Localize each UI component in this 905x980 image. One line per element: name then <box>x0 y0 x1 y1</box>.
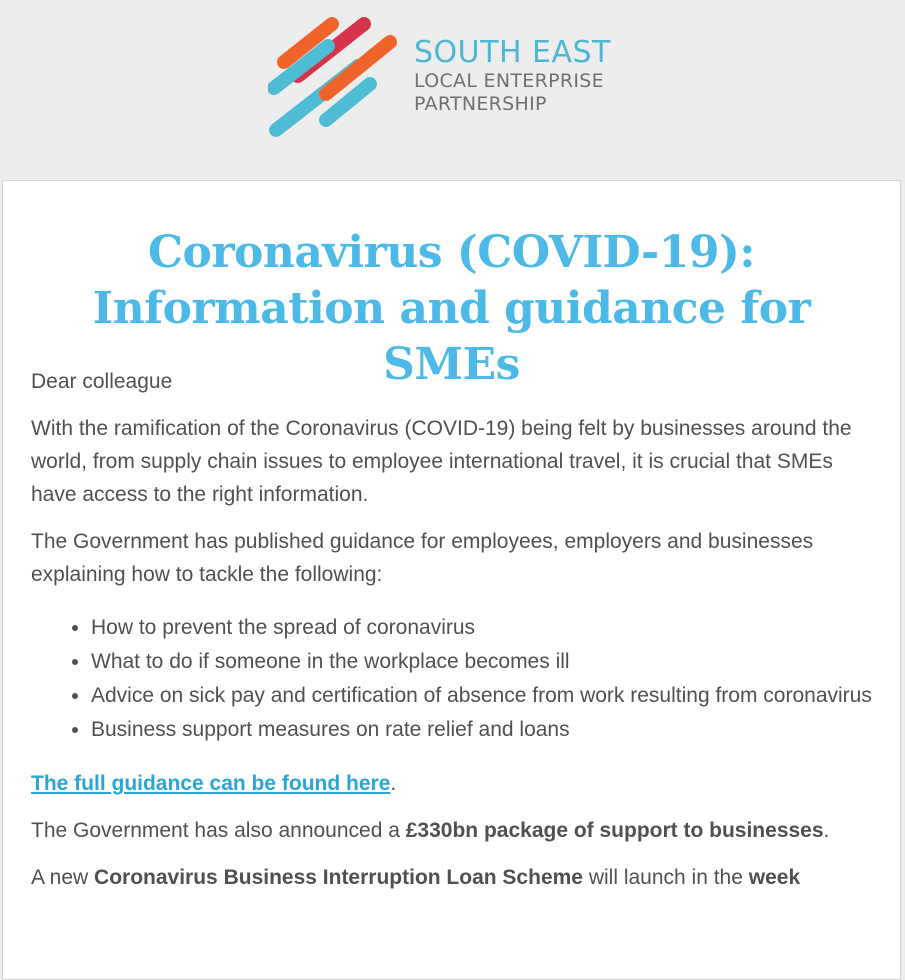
loan-scheme-week: week <box>748 866 801 889</box>
loan-scheme-prefix: A new <box>31 866 95 889</box>
guidance-list <box>31 611 881 747</box>
loan-scheme-paragraph <box>31 861 881 894</box>
support-package-suffix: . <box>823 819 830 842</box>
full-guidance-link[interactable]: The full guidance can be found here <box>31 772 391 795</box>
support-package-amount: £330bn package of support to businesses <box>405 819 824 842</box>
list-item: • What to do if someone in the workplace becomes ill <box>91 645 881 679</box>
guidance-link-suffix: . <box>390 772 397 795</box>
email-header <box>0 0 905 180</box>
support-package-paragraph <box>31 814 881 847</box>
list-item: • How to prevent the spread of coronavirus <box>91 611 881 645</box>
article-content <box>31 365 881 908</box>
logo-line-local-enterprise: LOCAL ENTERPRISE <box>414 70 604 92</box>
logo-line-south-east: SOUTH EAST <box>414 35 611 70</box>
list-item: • Advice on sick pay and certification of absence from work resulting from coronavirus <box>91 679 881 713</box>
greeting: Dear colleague <box>31 370 173 393</box>
guidance-paragraph: The Government has published guidance for employees, employers and businesses explaining how to tackle the following: <box>31 530 814 586</box>
article-title: Coronavirus (COVID-19): Information and guidance for SMEs <box>92 227 811 390</box>
list-item: • Business support measures on rate relief and loans <box>91 713 881 747</box>
guidance-link-paragraph <box>31 767 881 800</box>
logo-line-partnership: PARTNERSHIP <box>414 93 547 115</box>
selep-logo[interactable] <box>268 16 648 140</box>
email-body-card <box>2 180 901 980</box>
loan-scheme-middle: will launch in the <box>582 866 749 889</box>
logo-stripes-icon <box>268 16 404 140</box>
loan-scheme-name: Coronavirus Business Interruption Loan Scheme <box>94 866 583 889</box>
logo-text <box>414 36 611 116</box>
support-package-prefix: The Government has also announced a <box>31 819 406 842</box>
intro-paragraph: With the ramification of the Coronavirus (COVID-19) being felt by businesses around the world, from supply chain issues to employee international travel, it is crucial that SMEs have access to the right information. <box>31 417 852 506</box>
